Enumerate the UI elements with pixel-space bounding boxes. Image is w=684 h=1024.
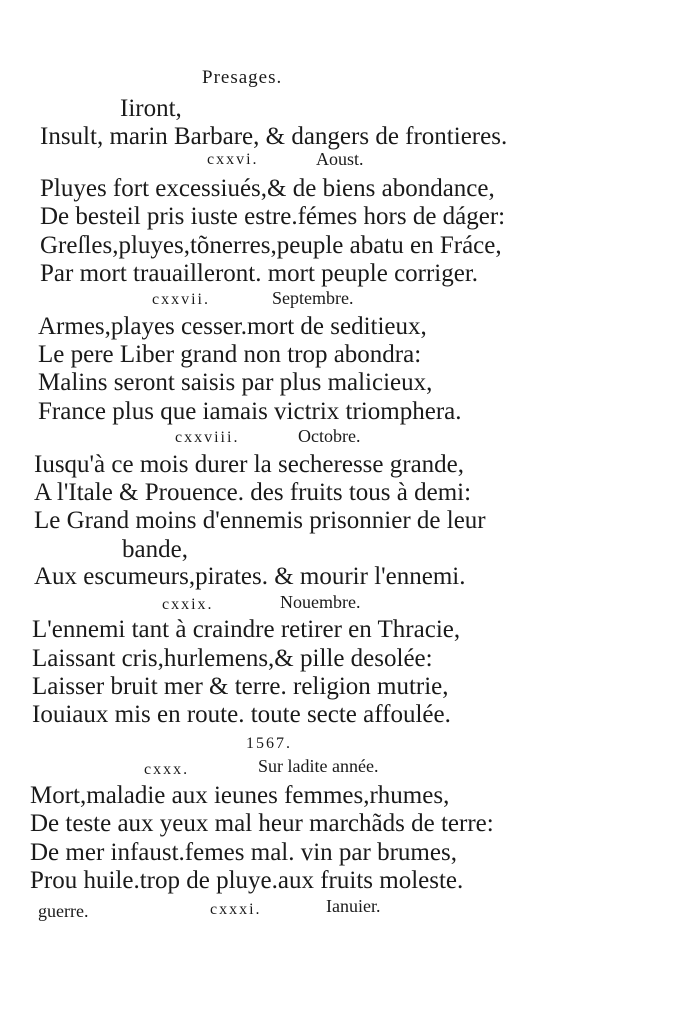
verse-line: De teste aux yeux mal heur marchãds de terre:: [30, 810, 494, 837]
verse-line: Par mort trauailleront. mort peuple corriger.: [40, 260, 479, 287]
verse-line: Aux escumeurs,pirates. & mourir l'ennemi.: [34, 563, 466, 590]
verse-line: Le pere Liber grand non trop abondra:: [38, 341, 422, 368]
quatrain-month: Septembre.: [272, 288, 354, 308]
verse-line: Armes,playes cesser.mort de seditieux,: [38, 313, 427, 340]
year-heading: 1567.: [246, 735, 292, 752]
verse-line: Iusqu'à ce mois durer la secheresse grande,: [34, 451, 465, 478]
quatrain-month: Ianuier.: [326, 896, 381, 916]
verse-line: A l'Itale & Prouence. des fruits tous à demi:: [34, 479, 472, 506]
running-title: Presages.: [202, 67, 283, 88]
quatrain-number: cxxx.: [144, 761, 190, 778]
verse-line: Insult, marin Barbare, & dangers de frontieres.: [40, 123, 508, 150]
verse-line: Prou huile.trop de pluye.aux fruits moleste.: [30, 867, 464, 894]
catchword: guerre.: [38, 901, 89, 921]
verse-line: Iiront,: [120, 95, 182, 122]
verse-line: Laisser bruit mer & terre. religion mutrie,: [32, 673, 449, 700]
quatrain-number: cxxviii.: [175, 429, 240, 446]
verse-line: Laissant cris,hurlemens,& pille desolée:: [32, 645, 433, 672]
verse-line: Pluyes fort excessiués,& de biens abondance,: [40, 175, 495, 202]
quatrain-number: cxxix.: [162, 596, 214, 613]
verse-line: Mort,maladie aux ieunes femmes,rhumes,: [30, 782, 450, 809]
verse-line: Malins seront saisis par plus malicieux,: [38, 369, 433, 396]
quatrain-number: cxxvii.: [152, 291, 210, 308]
verse-line: De mer infaust.femes mal. vin par brumes,: [30, 839, 457, 866]
verse-line: Le Grand moins d'ennemis prisonnier de leur: [34, 507, 486, 534]
quatrain-month: Aoust.: [316, 149, 364, 169]
verse-line: France plus que iamais victrix triomphera.: [38, 398, 462, 425]
verse-line: L'ennemi tant à craindre retirer en Thracie,: [32, 616, 461, 643]
quatrain-number: cxxvi.: [207, 151, 259, 168]
quatrain-month: Octobre.: [298, 426, 361, 446]
verse-line: Greſles,pluyes,tõnerres,peuple abatu en Fráce,: [40, 232, 502, 259]
quatrain-number: cxxxi.: [210, 901, 262, 918]
verse-line: bande,: [122, 536, 188, 563]
verse-line: De besteil pris iuste estre.fémes hors de dáger:: [40, 203, 506, 230]
quatrain-month: Sur ladite année.: [258, 756, 379, 776]
verse-line: Iouiaux mis en route. toute secte affoulée.: [32, 701, 451, 728]
quatrain-month: Nouembre.: [280, 592, 361, 612]
